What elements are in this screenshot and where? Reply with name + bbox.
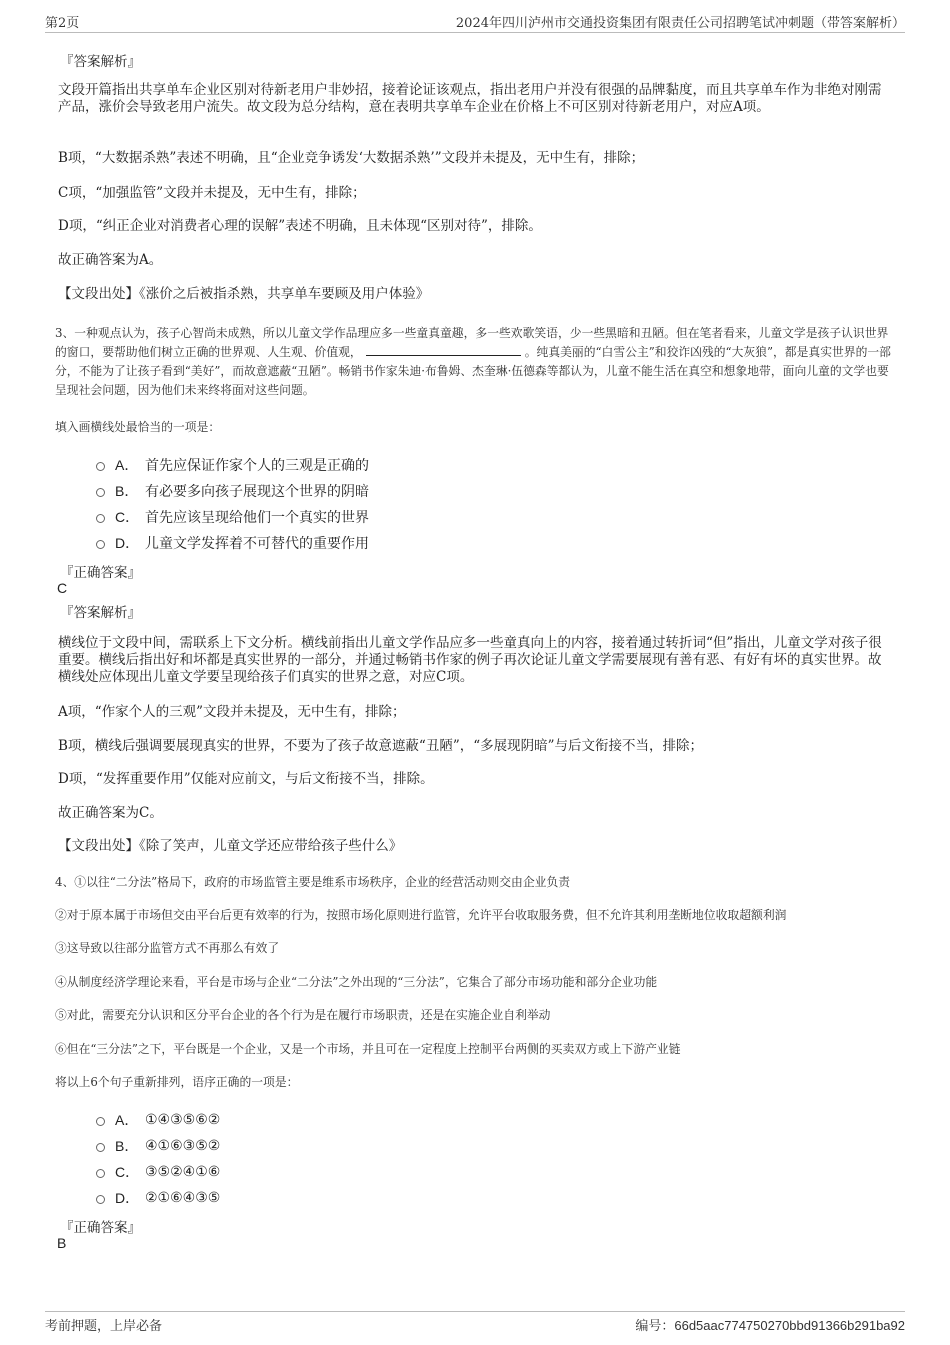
source-citation: 【文段出处】《除了笑声，儿童文学还应带给孩子些什么》 (58, 838, 403, 854)
analysis-paragraph: B项，横线后强调要展现真实的世界，不要为了孩子故意遮蔽“丑陋”，“多展现阴暗”与后文衔接不当，排除； (58, 738, 704, 754)
analysis-paragraph: C项，“加强监管”文段并未提及，无中生有，排除； (58, 185, 366, 201)
correct-answer-label: 『正确答案』 (60, 1220, 141, 1236)
document-code (635, 1315, 905, 1334)
option-a[interactable]: A． ①④③⑤⑥② (96, 1110, 220, 1130)
sentence-5: ⑤对此，需要充分认识和区分平台企业的各个行为是在履行市场职责，还是在实施企业自利举动 (55, 1008, 551, 1022)
option-a[interactable]: A． 首先应保证作家个人的三观是正确的 (96, 455, 369, 475)
fill-blank (366, 343, 521, 356)
radio-icon[interactable] (96, 1117, 105, 1126)
sentence-3: ③这导致以往部分监管方式不再那么有效了 (55, 941, 280, 955)
sentence-2: ②对于原本属于市场但交由平台后更有效率的行为，按照市场化原则进行监管，允许平台收取服务费，但不允许其利用垄断地位收取超额利润 (55, 908, 787, 922)
analysis-paragraph: B项，“大数据杀熟”表述不明确，且“企业竞争诱发‘大数据杀熟’”文段并未提及，无中生有，排除； (58, 150, 645, 166)
analysis-paragraph: 横线位于文段中间，需联系上下文分析。横线前指出儿童文学作品应多一些童真向上的内容，接着通过转折词“但”指出，儿童文学对孩子很重要。横线后指出好和坏都是真实世界的一部分，并通过畅销书作家的例子再次论证儿童文学需要展现有善有恶、有好有坏的真实世界。故横线处应体现出儿童文学要呈现给孩子们真实的世界之意，对应C项。 (58, 635, 882, 685)
stem-text: 3、一种观点认为，孩子心智尚未成熟，所以儿童文学作品理应多一些童真童趣，多一些欢歌笑语，少一些黑暗和丑陋。但在笔者看来，儿童文学是孩子认识世界的窗口，要帮助他们树立正确的世界观、人生观、价值观， (55, 326, 889, 359)
correct-answer-label: 『正确答案』 (60, 565, 141, 581)
question-prompt: 将以上6个句子重新排列，语序正确的一项是： (55, 1075, 299, 1089)
analysis-paragraph: D项，“发挥重要作用”仅能对应前文，与后文衔接不当，排除。 (58, 771, 434, 787)
option-d[interactable]: D． 儿童文学发挥着不可替代的重要作用 (96, 533, 369, 553)
radio-icon[interactable] (96, 1143, 105, 1152)
radio-icon[interactable] (96, 1195, 105, 1204)
analysis-paragraph: D项，“纠正企业对消费者心理的误解”表述不明确，且未体现“区别对待”，排除。 (58, 218, 542, 234)
footer-rule (45, 1311, 905, 1312)
option-b[interactable]: B． ④①⑥③⑤② (96, 1136, 220, 1156)
code-label: 编号： (635, 1319, 675, 1334)
analysis-conclusion: 故正确答案为C。 (58, 805, 163, 821)
analysis-paragraph: 文段开篇指出共享单车企业区别对待新老用户非妙招，接着论证该观点，指出老用户并没有很强的品牌黏度，而且共享单车作为非绝对刚需产品，涨价会导致老用户流失。故文段为总分结构，意在表明共享单车企业在价格上不可区别对待新老用户，对应A项。 (58, 82, 882, 115)
header-rule (45, 32, 905, 33)
question-prompt: 填入画横线处最恰当的一项是： (55, 420, 221, 434)
sentence-6: ⑥但在“三分法”之下，平台既是一个企业，又是一个市场，并且可在一定程度上控制平台两侧的买卖双方或上下游产业链 (55, 1042, 681, 1056)
option-b[interactable]: B． 有必要多向孩子展现这个世界的阴暗 (96, 481, 369, 501)
sentence-1: 4、①以往“二分法”格局下，政府的市场监管主要是维系市场秩序，企业的经营活动则交由企业负责 (55, 875, 571, 889)
code-value: 66d5aac774750270bbd91366b291ba92 (674, 1318, 905, 1333)
analysis-label: 『答案解析』 (60, 605, 141, 621)
sentence-4: ④从制度经济学理论来看，平台是市场与企业“二分法”之外出现的“三分法”，它集合了部分市场功能和部分企业功能 (55, 975, 658, 989)
analysis-label: 『答案解析』 (60, 54, 141, 70)
radio-icon[interactable] (96, 488, 105, 497)
option-d[interactable]: D． ②①⑥④③⑤ (96, 1188, 220, 1208)
analysis-paragraph: A项，“作家个人的三观”文段并未提及，无中生有，排除； (58, 704, 406, 720)
page-number: 第2页 (45, 16, 80, 31)
option-c[interactable]: C． ③⑤②④①⑥ (96, 1162, 220, 1182)
radio-icon[interactable] (96, 1169, 105, 1178)
correct-answer: C (57, 580, 68, 596)
document-title: 2024年四川泸州市交通投资集团有限责任公司招聘笔试冲刺题（带答案解析） (455, 16, 905, 31)
source-citation: 【文段出处】《涨价之后被指杀熟，共享单车要顾及用户体验》 (58, 286, 430, 302)
radio-icon[interactable] (96, 540, 105, 549)
stem-text: 。纯真美丽的“白雪公主”和狡诈凶残的“大灰狼”，都是真实世界的一部分，不能为了让孩子看到“美好”，而故意遮蔽“丑陋”。畅销书作家朱迪·布鲁姆、杰奎琳·伍德森等都认为，儿童不能生活在真空和想象地带，面向儿童的文学也要呈现社会问题，因为他们未来终将面对这些问题。 (55, 345, 891, 397)
analysis-conclusion: 故正确答案为A。 (58, 252, 163, 268)
footer-slogan: 考前押题，上岸必备 (45, 1319, 163, 1334)
radio-icon[interactable] (96, 462, 105, 471)
radio-icon[interactable] (96, 514, 105, 523)
question-stem (55, 324, 900, 400)
option-c[interactable]: C． 首先应该呈现给他们一个真实的世界 (96, 507, 369, 527)
correct-answer: B (57, 1235, 67, 1251)
